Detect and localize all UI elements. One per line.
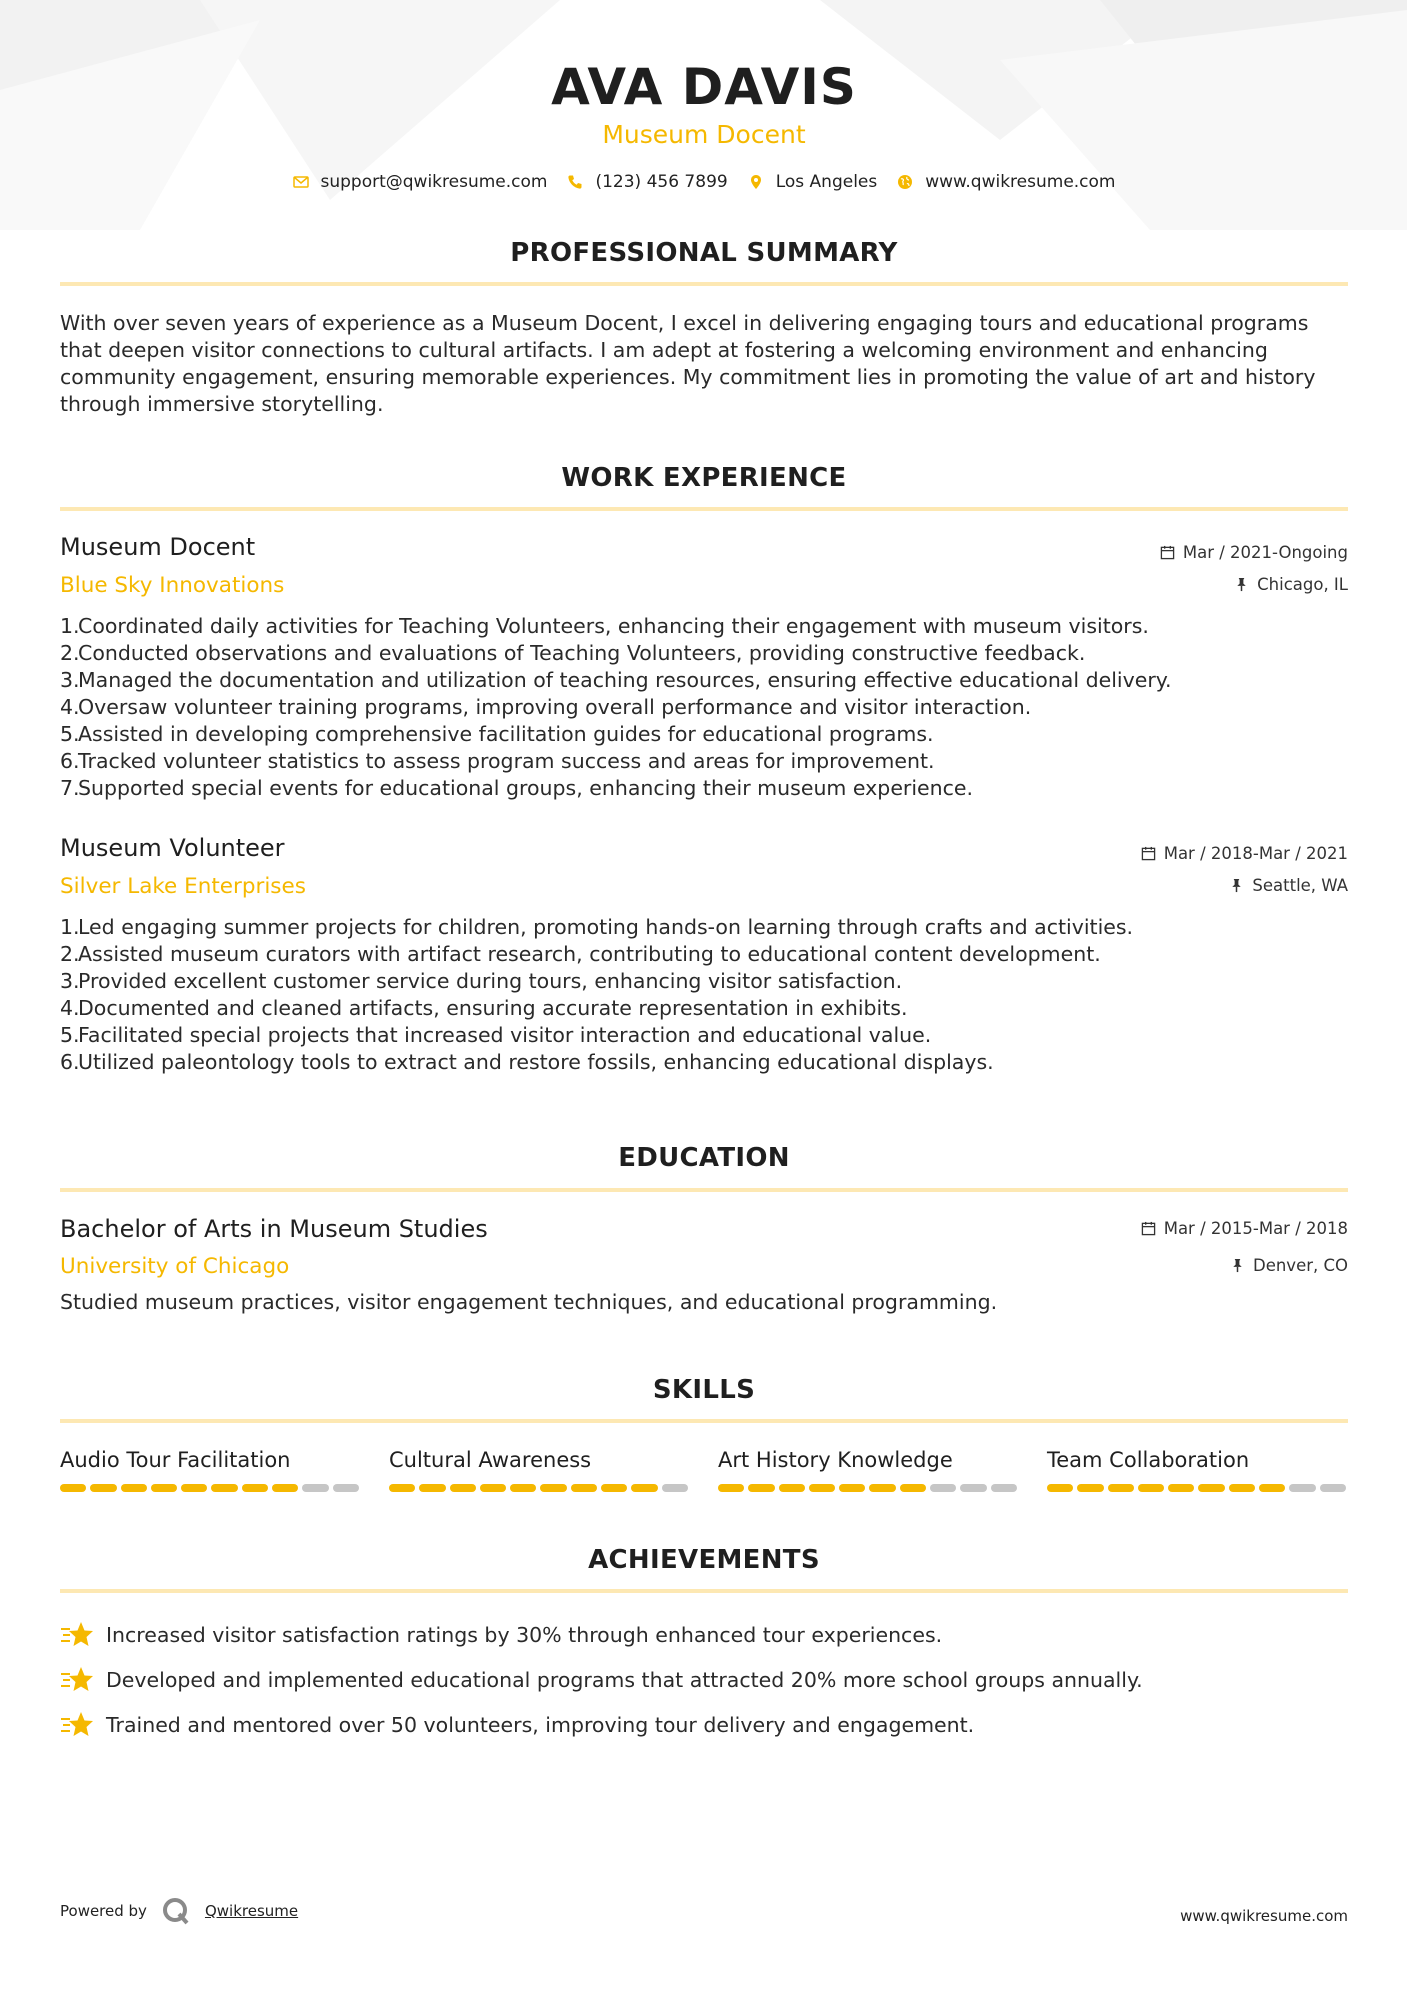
achievement-text: Increased visitor satisfaction ratings by 30% through enhanced tour experiences. [106, 1622, 943, 1647]
pin-icon [1229, 878, 1244, 893]
job-bullets [60, 613, 1348, 802]
skill-segment-empty [960, 1484, 986, 1492]
skill-segment-filled [540, 1484, 566, 1492]
skill-name: Cultural Awareness [389, 1448, 592, 1472]
achievement-text: Trained and mentored over 50 volunteers, improving tour delivery and engagement. [106, 1712, 975, 1737]
job-company: Blue Sky Innovations [60, 573, 285, 598]
skill-segment-empty [662, 1484, 688, 1492]
skill-name: Team Collaboration [1047, 1448, 1250, 1472]
job-location [1234, 575, 1348, 594]
skill-segment-filled [480, 1484, 506, 1492]
skill-segment-filled [631, 1484, 657, 1492]
powered-by-label: Powered by [60, 1902, 147, 1920]
list-item: 4. Documented and cleaned artifacts, ensuring accurate representation in exhibits. [60, 996, 908, 1020]
skill-segment-filled [121, 1484, 147, 1492]
job-location-text: Chicago, IL [1257, 575, 1348, 594]
list-item: 1. Led engaging summer projects for children, promoting hands-on learning through crafts and activities. [60, 915, 1134, 939]
pin-icon [1234, 577, 1249, 592]
section-title-achievements: ACHIEVEMENTS [588, 1545, 820, 1575]
contact-phone[interactable] [567, 172, 727, 192]
skill-segment-filled [839, 1484, 865, 1492]
skill-segment-empty [991, 1484, 1017, 1492]
skill-segment-filled [869, 1484, 895, 1492]
skill-segment-filled [510, 1484, 536, 1492]
education-date [1141, 1219, 1348, 1238]
calendar-icon [1160, 545, 1175, 560]
list-item [60, 1702, 1348, 1747]
shooting-star-icon [60, 1665, 94, 1695]
list-item: 3. Provided excellent customer service during tours, enhancing visitor satisfaction. [60, 969, 903, 993]
skill-segment-filled [718, 1484, 744, 1492]
skill-segment-filled [60, 1484, 86, 1492]
skill-segment-filled [419, 1484, 445, 1492]
calendar-icon [1141, 846, 1156, 861]
job-title: Museum Docent [60, 533, 256, 561]
skill-segment-empty [1289, 1484, 1315, 1492]
skill-segment-filled [1229, 1484, 1255, 1492]
contact-email[interactable] [293, 172, 548, 192]
skill-item [389, 1448, 688, 1492]
list-item [60, 1612, 1348, 1657]
shooting-star-icon [60, 1710, 94, 1740]
skill-segment-filled [1138, 1484, 1164, 1492]
contact-website[interactable] [897, 172, 1115, 192]
list-item: 1. Coordinated daily activities for Teaching Volunteers, enhancing their engagement with museum visitors. [60, 614, 1149, 638]
pin-icon [1230, 1258, 1245, 1273]
section-divider [60, 1589, 1348, 1593]
job-bullets [60, 914, 1348, 1076]
contact-location [748, 172, 878, 192]
education-location-text: Denver, CO [1252, 1256, 1348, 1275]
candidate-name: AVA DAVIS [551, 58, 857, 116]
education-degree: Bachelor of Arts in Museum Studies [60, 1215, 488, 1243]
list-item: 2. Conducted observations and evaluations of Teaching Volunteers, providing constructive feedback. [60, 641, 1086, 665]
skill-level-bar [389, 1484, 688, 1492]
skill-segment-filled [1047, 1484, 1073, 1492]
list-item: 6. Tracked volunteer statistics to assess program success and areas for improvement. [60, 749, 935, 773]
job-date-text: Mar / 2018-Mar / 2021 [1163, 844, 1348, 863]
skill-segment-filled [601, 1484, 627, 1492]
globe-icon [897, 174, 913, 190]
skill-segment-filled [151, 1484, 177, 1492]
skill-segment-empty [302, 1484, 328, 1492]
skills-list [60, 1448, 1348, 1492]
skill-item [718, 1448, 1017, 1492]
job-location-text: Seattle, WA [1252, 876, 1348, 895]
skill-segment-filled [242, 1484, 268, 1492]
skill-name: Audio Tour Facilitation [60, 1448, 291, 1472]
map-marker-icon [748, 174, 764, 190]
skill-item [60, 1448, 359, 1492]
skill-segment-filled [389, 1484, 415, 1492]
section-title-education: EDUCATION [618, 1143, 790, 1173]
contact-phone-text: (123) 456 7899 [595, 172, 728, 192]
section-title-skills: SKILLS [652, 1375, 756, 1405]
list-item: 3. Managed the documentation and utilization of teaching resources, ensuring effective educational delivery. [60, 668, 1172, 692]
job-title: Museum Volunteer [60, 834, 285, 862]
skill-segment-empty [930, 1484, 956, 1492]
section-divider [60, 1188, 1348, 1192]
job-date-text: Mar / 2021-Ongoing [1182, 543, 1348, 562]
achievements-list [60, 1612, 1348, 1747]
job-date [1160, 543, 1348, 562]
list-item: 5. Facilitated special projects that increased visitor interaction and educational value. [60, 1023, 932, 1047]
skill-segment-filled [779, 1484, 805, 1492]
skill-segment-filled [90, 1484, 116, 1492]
skill-level-bar [1047, 1484, 1346, 1492]
brand-link[interactable]: Qwikresume [204, 1902, 299, 1920]
section-divider [60, 1419, 1348, 1423]
section-title-summary: PROFESSIONAL SUMMARY [510, 238, 898, 268]
job-company: Silver Lake Enterprises [60, 874, 306, 899]
summary-text: With over seven years of experience as a Museum Docent, I excel in delivering engaging tours and educational programs that deepen visitor connections to cultural artifacts. I am adept at fostering a welcoming environment and enhancing community engagement, ensuring memorable experiences. My commitment lies in promoting the value of art and history through immersive storytelling. [60, 311, 1316, 416]
skill-segment-empty [1320, 1484, 1346, 1492]
skill-segment-empty [333, 1484, 359, 1492]
skill-segment-filled [450, 1484, 476, 1492]
skill-segment-filled [1168, 1484, 1194, 1492]
contact-location-text: Los Angeles [775, 172, 878, 192]
skill-segment-filled [1259, 1484, 1285, 1492]
skill-segment-filled [1108, 1484, 1134, 1492]
skill-item [1047, 1448, 1346, 1492]
education-description: Studied museum practices, visitor engagement techniques, and educational programming. [60, 1290, 998, 1314]
skill-level-bar [60, 1484, 359, 1492]
section-divider [60, 507, 1348, 511]
phone-icon [567, 174, 583, 190]
list-item: 7. Supported special events for educational groups, enhancing their museum experience. [60, 776, 974, 800]
education-location [1230, 1256, 1348, 1275]
education-date-text: Mar / 2015-Mar / 2018 [1163, 1219, 1348, 1238]
skill-segment-filled [1198, 1484, 1224, 1492]
skill-name: Art History Knowledge [718, 1448, 953, 1472]
list-item [60, 1657, 1348, 1702]
section-divider [60, 282, 1348, 286]
skill-level-bar [718, 1484, 1017, 1492]
skill-segment-filled [181, 1484, 207, 1492]
candidate-title: Museum Docent [602, 120, 806, 149]
shooting-star-icon [60, 1620, 94, 1650]
job-location [1229, 876, 1348, 895]
footer-branding [60, 1896, 298, 1926]
skill-segment-filled [1077, 1484, 1103, 1492]
job-date [1141, 844, 1348, 863]
list-item: 6. Utilized paleontology tools to extract and restore fossils, enhancing educational displays. [60, 1050, 994, 1074]
list-item: 4. Oversaw volunteer training programs, improving overall performance and visitor interaction. [60, 695, 1032, 719]
skill-segment-filled [272, 1484, 298, 1492]
envelope-icon [293, 174, 309, 190]
skill-segment-filled [900, 1484, 926, 1492]
contact-website-text: www.qwikresume.com [925, 172, 1116, 192]
skill-segment-filled [748, 1484, 774, 1492]
list-item: 2. Assisted museum curators with artifact research, contributing to educational content development. [60, 942, 1101, 966]
qwikresume-logo-icon [161, 1896, 191, 1926]
skill-segment-filled [571, 1484, 597, 1492]
achievement-text: Developed and implemented educational programs that attracted 20% more school groups annually. [106, 1667, 1143, 1692]
contact-bar [60, 172, 1348, 192]
skill-segment-filled [211, 1484, 237, 1492]
skill-segment-filled [809, 1484, 835, 1492]
contact-email-text: support@qwikresume.com [320, 172, 548, 192]
section-title-experience: WORK EXPERIENCE [561, 463, 847, 493]
list-item: 5. Assisted in developing comprehensive facilitation guides for educational programs. [60, 722, 934, 746]
footer-website[interactable]: www.qwikresume.com [1180, 1907, 1348, 1925]
education-school: University of Chicago [60, 1254, 290, 1279]
calendar-icon [1141, 1221, 1156, 1236]
